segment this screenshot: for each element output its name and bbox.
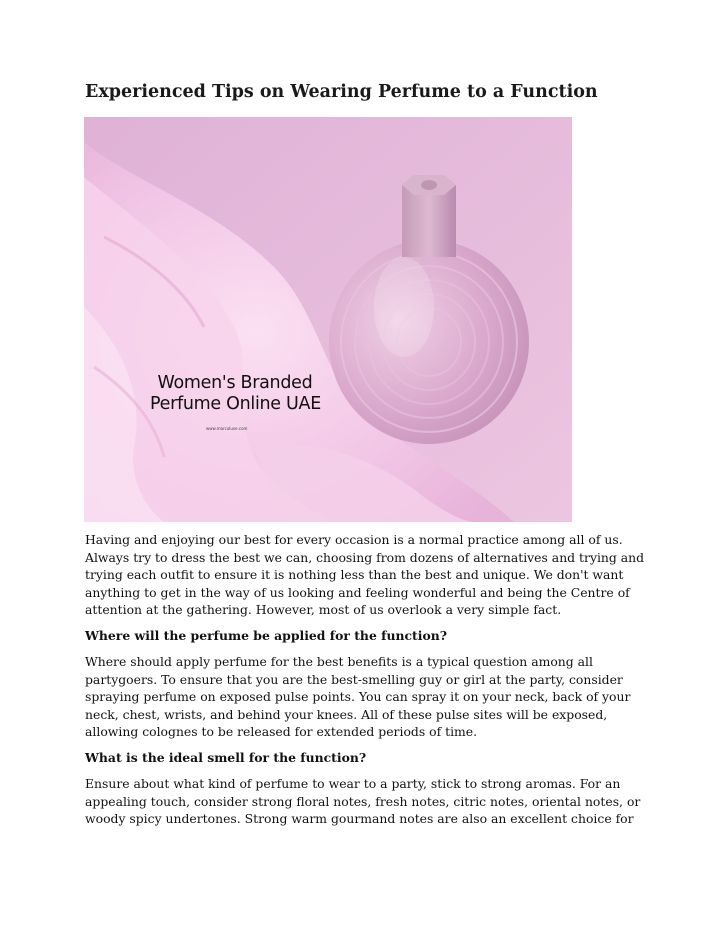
paragraph-where [85, 653, 645, 741]
hero-url-text: www.marcoluxe.com [206, 426, 248, 431]
article-body [85, 531, 645, 836]
text-line: neck, chest, wrists, and behind your knees. All of these pulse sites will be exposed, [85, 706, 608, 722]
text-line: Having and enjoying our best for every occasion is a normal practice among all of us. [85, 532, 623, 547]
paragraph-smell [85, 775, 645, 828]
text-line: attention at the gathering. However, most of us overlook a very simple fact. [85, 602, 562, 618]
text-line: Where should apply perfume for the best benefits is a typical question among all [85, 653, 593, 669]
text-line: woody spicy undertones. Strong warm gourmand notes are also an excellent choice for [85, 811, 634, 827]
text-line: spraying perfume on exposed pulse points. You can spray it on your neck, back of your [85, 689, 631, 705]
text-line: trying each outfit to ensure it is nothing less than the best and unique. We don't want [85, 567, 624, 583]
article-title: Experienced Tips on Wearing Perfume to a Function [85, 82, 598, 102]
text-line: appealing touch, consider strong floral notes, fresh notes, citric notes, oriental notes, or [85, 793, 641, 809]
text-line: Ensure about what kind of perfume to wear to a party, stick to strong aromas. For an [85, 775, 621, 791]
perfume-illustration [84, 117, 572, 522]
hero-caption-line: Women's Branded [157, 373, 313, 393]
text-line: anything to get in the way of us looking and feeling wonderful and being the Centre of [85, 584, 630, 600]
text-line: partygoers. To ensure that you are the best-smelling guy or girl at the party, consider [85, 671, 623, 687]
paragraph-intro [85, 531, 645, 619]
section-heading-where: Where will the perfume be applied for the function? [85, 627, 447, 643]
hero-caption [150, 373, 320, 415]
section-heading-smell: What is the ideal smell for the function? [85, 749, 367, 765]
text-line: Always try to dress the best we can, choosing from dozens of alternatives and trying and [85, 549, 645, 565]
text-line: allowing colognes to be released for extended periods of time. [85, 724, 478, 740]
hero-image [84, 117, 572, 522]
hero-caption-line: Perfume Online UAE [150, 394, 321, 414]
